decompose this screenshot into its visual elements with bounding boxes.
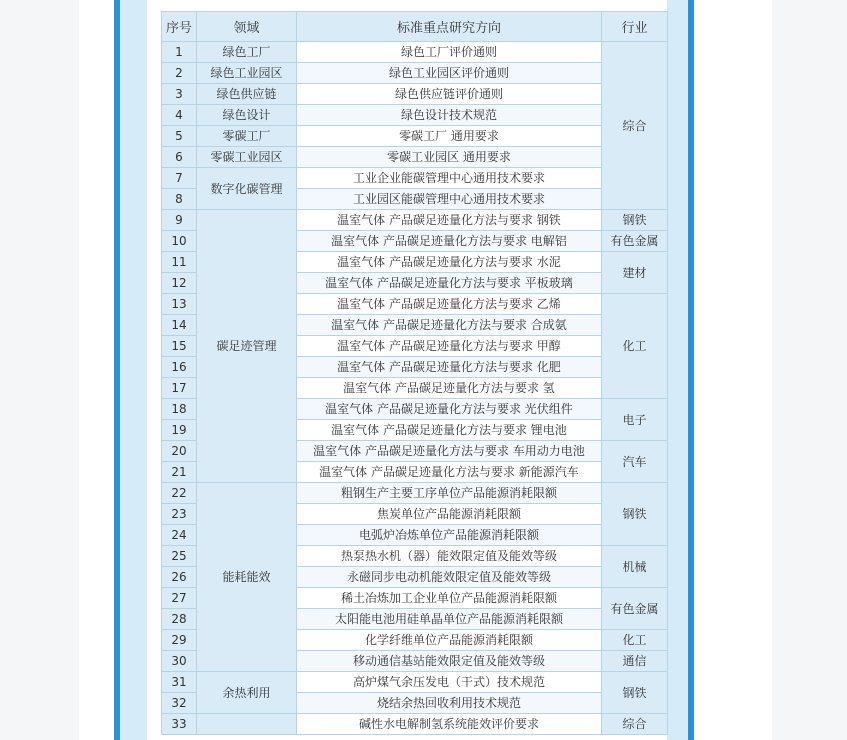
- row-number: 6: [162, 147, 197, 168]
- direction-cell: 温室气体 产品碳足迹量化方法与要求 车用动力电池: [297, 441, 602, 462]
- direction-cell: 工业企业能碳管理中心通用技术要求: [297, 168, 602, 189]
- direction-cell: 绿色工厂评价通则: [297, 42, 602, 63]
- table-header-row: [162, 12, 668, 42]
- row-number: 26: [162, 567, 197, 588]
- direction-cell: 碱性水电解制氢系统能效评价要求: [297, 714, 602, 735]
- row-number: 17: [162, 378, 197, 399]
- direction-cell: 焦炭单位产品能源消耗限额: [297, 504, 602, 525]
- direction-cell: 热泵热水机（器）能效限定值及能效等级: [297, 546, 602, 567]
- domain-cell: 绿色供应链: [197, 84, 297, 105]
- direction-cell: 绿色工业园区评价通则: [297, 63, 602, 84]
- row-number: 3: [162, 84, 197, 105]
- industry-cell: 钢铁: [602, 210, 668, 231]
- row-number: 1: [162, 42, 197, 63]
- row-number: 20: [162, 441, 197, 462]
- direction-cell: 永磁同步电动机能效限定值及能效等级: [297, 567, 602, 588]
- header-number: 序号: [162, 12, 197, 42]
- domain-cell: 余热利用: [197, 672, 297, 714]
- standards-table: [161, 11, 668, 735]
- row-number: 30: [162, 651, 197, 672]
- table-row: [162, 168, 668, 189]
- row-number: 23: [162, 504, 197, 525]
- direction-cell: 电弧炉冶炼单位产品能源消耗限额: [297, 525, 602, 546]
- direction-cell: 太阳能电池用硅单晶单位产品能源消耗限额: [297, 609, 602, 630]
- table-row: [162, 126, 668, 147]
- industry-cell: 有色金属: [602, 588, 668, 630]
- row-number: 12: [162, 273, 197, 294]
- row-number: 10: [162, 231, 197, 252]
- domain-cell: [197, 714, 297, 735]
- table-row: [162, 483, 668, 504]
- row-number: 5: [162, 126, 197, 147]
- domain-cell: 绿色工厂: [197, 42, 297, 63]
- table-row: [162, 210, 668, 231]
- right-background: [772, 0, 847, 740]
- industry-cell: 机械: [602, 546, 668, 588]
- domain-cell: 零碳工业园区: [197, 147, 297, 168]
- row-number: 14: [162, 315, 197, 336]
- table-row: [162, 105, 668, 126]
- direction-cell: 零碳工业园区 通用要求: [297, 147, 602, 168]
- direction-cell: 温室气体 产品碳足迹量化方法与要求 新能源汽车: [297, 462, 602, 483]
- domain-cell: 绿色设计: [197, 105, 297, 126]
- industry-cell: 化工: [602, 294, 668, 399]
- direction-cell: 零碳工厂 通用要求: [297, 126, 602, 147]
- row-number: 24: [162, 525, 197, 546]
- industry-cell: 通信: [602, 651, 668, 672]
- row-number: 15: [162, 336, 197, 357]
- direction-cell: 温室气体 产品碳足迹量化方法与要求 锂电池: [297, 420, 602, 441]
- row-number: 11: [162, 252, 197, 273]
- direction-cell: 温室气体 产品碳足迹量化方法与要求 平板玻璃: [297, 273, 602, 294]
- row-number: 9: [162, 210, 197, 231]
- row-number: 8: [162, 189, 197, 210]
- header-direction: 标准重点研究方向: [297, 12, 602, 42]
- direction-cell: 绿色供应链评价通则: [297, 84, 602, 105]
- direction-cell: 温室气体 产品碳足迹量化方法与要求 乙烯: [297, 294, 602, 315]
- direction-cell: 稀土冶炼加工企业单位产品能源消耗限额: [297, 588, 602, 609]
- row-number: 22: [162, 483, 197, 504]
- row-number: 2: [162, 63, 197, 84]
- row-number: 21: [162, 462, 197, 483]
- direction-cell: 温室气体 产品碳足迹量化方法与要求 光伏组件: [297, 399, 602, 420]
- industry-cell: 电子: [602, 399, 668, 441]
- direction-cell: 温室气体 产品碳足迹量化方法与要求 钢铁: [297, 210, 602, 231]
- industry-cell: 钢铁: [602, 483, 668, 546]
- direction-cell: 温室气体 产品碳足迹量化方法与要求 化肥: [297, 357, 602, 378]
- industry-cell: 综合: [602, 714, 668, 735]
- direction-cell: 粗钢生产主要工序单位产品能源消耗限额: [297, 483, 602, 504]
- domain-cell: 数字化碳管理: [197, 168, 297, 210]
- direction-cell: 温室气体 产品碳足迹量化方法与要求 水泥: [297, 252, 602, 273]
- industry-cell: 建材: [602, 252, 668, 294]
- industry-cell: 有色金属: [602, 231, 668, 252]
- row-number: 27: [162, 588, 197, 609]
- industry-cell: 汽车: [602, 441, 668, 483]
- direction-cell: 烧结余热回收利用技术规范: [297, 693, 602, 714]
- direction-cell: 工业园区能碳管理中心通用技术要求: [297, 189, 602, 210]
- direction-cell: 温室气体 产品碳足迹量化方法与要求 甲醇: [297, 336, 602, 357]
- left-background: [0, 0, 79, 740]
- table-row: [162, 42, 668, 63]
- row-number: 7: [162, 168, 197, 189]
- table-row: [162, 147, 668, 168]
- row-number: 4: [162, 105, 197, 126]
- direction-cell: 温室气体 产品碳足迹量化方法与要求 电解铝: [297, 231, 602, 252]
- table-row: [162, 672, 668, 693]
- row-number: 29: [162, 630, 197, 651]
- domain-cell: 绿色工业园区: [197, 63, 297, 84]
- industry-cell: 综合: [602, 42, 668, 210]
- direction-cell: 移动通信基站能效限定值及能效等级: [297, 651, 602, 672]
- direction-cell: 绿色设计技术规范: [297, 105, 602, 126]
- industry-cell: 化工: [602, 630, 668, 651]
- row-number: 18: [162, 399, 197, 420]
- row-number: 33: [162, 714, 197, 735]
- row-number: 25: [162, 546, 197, 567]
- domain-cell: 能耗能效: [197, 483, 297, 672]
- row-number: 31: [162, 672, 197, 693]
- row-number: 32: [162, 693, 197, 714]
- header-domain: 领域: [197, 12, 297, 42]
- industry-cell: 钢铁: [602, 672, 668, 714]
- table-row: [162, 714, 668, 735]
- direction-cell: 温室气体 产品碳足迹量化方法与要求 氢: [297, 378, 602, 399]
- row-number: 13: [162, 294, 197, 315]
- row-number: 19: [162, 420, 197, 441]
- row-number: 16: [162, 357, 197, 378]
- direction-cell: 化学纤维单位产品能源消耗限额: [297, 630, 602, 651]
- domain-cell: 碳足迹管理: [197, 210, 297, 483]
- table-row: [162, 63, 668, 84]
- domain-cell: 零碳工厂: [197, 126, 297, 147]
- row-number: 28: [162, 609, 197, 630]
- header-industry: 行业: [602, 12, 668, 42]
- direction-cell: 高炉煤气余压发电（干式）技术规范: [297, 672, 602, 693]
- direction-cell: 温室气体 产品碳足迹量化方法与要求 合成氨: [297, 315, 602, 336]
- table-row: [162, 84, 668, 105]
